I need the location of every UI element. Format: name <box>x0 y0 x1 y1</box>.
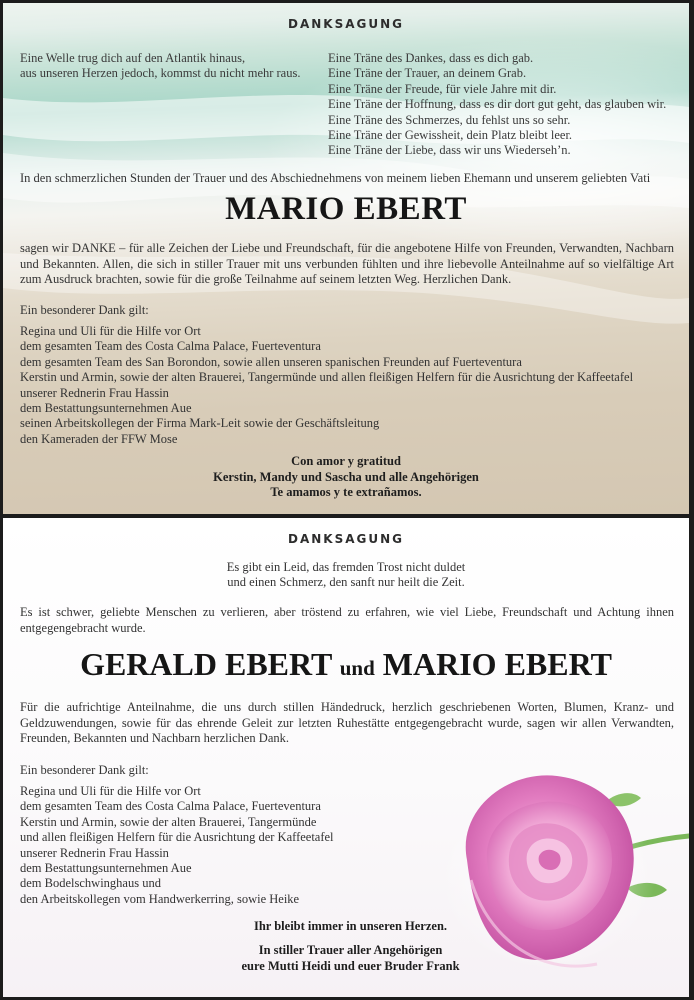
intro-paragraph: In den schmerzlichen Stunden der Trauer und des Abschiednehmens von meinem lieben Ehemann und unserem geliebten Vati <box>20 171 651 185</box>
poem-line: Eine Träne der Liebe, dass wir uns Wiederseh’n. <box>328 143 571 158</box>
list-item: seinen Arbeitskollegen der Firma Mark-Leit sowie der Geschäftsleitung <box>20 416 380 431</box>
list-item: Kerstin und Armin, sowie der alten Brauerei, Tangermünde und allen fleißigen Helfern für die Ausrichtung der Kaffeetafel <box>20 370 634 385</box>
list-item: dem gesamten Team des Costa Calma Palace, Fuerteventura <box>20 799 321 814</box>
closing-signature <box>3 454 689 501</box>
list-item: dem gesamten Team des Costa Calma Palace, Fuerteventura <box>20 339 321 354</box>
closing-line: Ihr bleibt immer in unseren Herzen. <box>253 919 448 933</box>
notice-mario-ebert <box>3 3 689 514</box>
poem-line: Eine Träne der Trauer, an deinem Grab. <box>328 66 527 81</box>
intro-paragraph: Es ist schwer, geliebte Menschen zu verlieren, aber tröstend zu erfahren, wie viel Liebe, Freundschaft und Achtung ihnen entgegengebracht wurde. <box>20 605 674 635</box>
poem-line: und einen Schmerz, den sanft nur heilt die Zeit. <box>227 575 465 590</box>
poem-line: Eine Träne des Schmerzes, du fehlst uns so sehr. <box>328 112 571 127</box>
deceased-name: MARIO EBERT <box>225 191 467 227</box>
list-item: Regina und Uli für die Hilfe vor Ort <box>20 324 201 338</box>
list-item: dem Bestattungsunternehmen Aue <box>20 401 192 416</box>
poem-line: aus unseren Herzen jedoch, kommst du nicht mehr raus. <box>20 66 301 81</box>
signature-line: In stiller Trauer aller Angehörigen <box>258 943 443 957</box>
list-item: Regina und Uli für die Hilfe vor Ort <box>20 784 201 798</box>
poem-line: Eine Träne der Freude, für viele Jahre mit dir. <box>328 81 557 96</box>
list-item: dem Bodelschwinghaus und <box>20 876 161 891</box>
poem-right <box>328 51 683 159</box>
name-joiner: und <box>339 656 375 680</box>
thanks-paragraph: Für die aufrichtige Anteilnahme, die uns durch stillen Händedruck, herzlich geschriebenen Worten, Blumen, Kranz- und Geldzuwendungen, sowie für das ehrende Geleit zur letzten Ruhestätte entgegengebracht wurde, sagen wir allen Verwandten, Freunden, Bekannten und Nachbarn herzlichen Dank. <box>20 700 674 746</box>
list-item: unserer Rednerin Frau Hassin <box>20 385 169 400</box>
poem <box>3 560 689 591</box>
closing-line: Te amamos y te extrañamos. <box>270 485 422 500</box>
notice-gerald-and-mario-ebert <box>3 518 689 997</box>
thanks-list <box>20 324 680 447</box>
deceased-name: MARIO EBERT <box>382 646 612 682</box>
deceased-name: GERALD EBERT <box>80 646 332 682</box>
poem-line: Es gibt ein Leid, das fremden Trost nicht duldet <box>226 560 466 574</box>
signature-line: eure Mutti Heidi und euer Bruder Frank <box>241 958 460 973</box>
list-item: dem Bestattungsunternehmen Aue <box>20 861 192 876</box>
thanks-list <box>20 784 440 907</box>
poem-line: Eine Träne der Hoffnung, dass es dir dort gut geht, das glauben wir. <box>328 97 667 112</box>
thanks-paragraph: sagen wir DANKE – für alle Zeichen der Liebe und Freundschaft, für die angebotene Hilfe von Freunden, Verwandten, Nachbarn und Bekannten. Allen, die sich in stiller Trauer mit uns verbunden fühlten und ihre liebevolle Anteilnahme auf so vielfältige Art zum Ausdruck brachten, sowie für die große Teilnahme auf seinem letzten Weg. Herzlichen Dank. <box>20 241 674 287</box>
closing-line: Con amor y gratitud <box>291 454 401 468</box>
poem-line: Eine Welle trug dich auf den Atlantik hinaus, <box>20 51 246 65</box>
list-item: den Arbeitskollegen vom Handwerkerring, sowie Heike <box>20 891 300 906</box>
poem-line: Eine Träne der Gewissheit, dein Platz bleibt leer. <box>328 128 573 143</box>
special-thanks-label: Ein besonderer Dank gilt: <box>20 763 149 777</box>
list-item: Kerstin und Armin, sowie der alten Brauerei, Tangermünde <box>20 814 317 829</box>
notice-heading: DANKSAGUNG <box>287 532 404 546</box>
deceased-names <box>3 646 689 683</box>
list-item: den Kameraden der FFW Mose <box>20 431 178 446</box>
closing-signature <box>228 943 473 974</box>
special-thanks-label: Ein besonderer Dank gilt: <box>20 303 149 317</box>
notice-heading: DANKSAGUNG <box>287 17 404 31</box>
list-item: und allen fleißigen Helfern für die Ausrichtung der Kaffeetafel <box>20 830 334 845</box>
poem-line: Eine Träne des Dankes, dass es dich gab. <box>328 51 534 65</box>
list-item: dem gesamten Team des San Borondon, sowie allen unseren spanischen Freunden auf Fuerteventura <box>20 354 522 369</box>
signature-line: Kerstin, Mandy und Sascha und alle Angehörigen <box>213 469 479 484</box>
poem-left <box>20 51 320 82</box>
list-item: unserer Rednerin Frau Hassin <box>20 845 169 860</box>
